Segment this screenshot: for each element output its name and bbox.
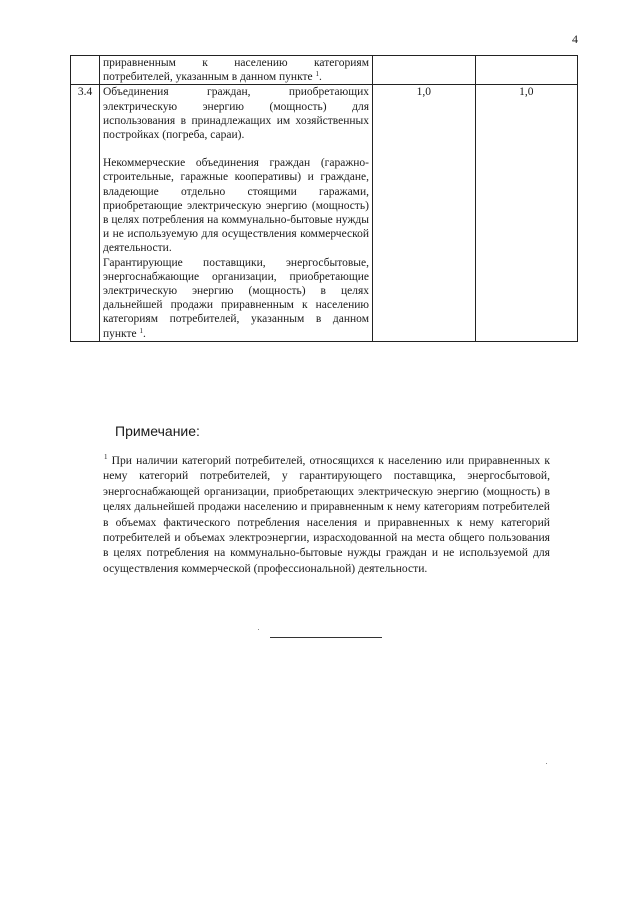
row-description-cell <box>100 56 373 85</box>
row-number-cell <box>71 56 100 85</box>
paragraph-gap <box>103 142 369 156</box>
row-description-cell <box>100 85 373 341</box>
scan-speck <box>546 763 547 764</box>
scan-speck <box>258 629 259 630</box>
footnote-ref: 1 <box>139 326 143 335</box>
footnote-ref: 1 <box>315 70 320 79</box>
row-description: приравненным к населению категориям потребителей, указанным в данном пункте $^1$. <box>103 57 369 84</box>
note-title: Примечание: <box>115 423 200 439</box>
footnote-mark: 1 <box>104 453 108 461</box>
table-row <box>71 56 578 85</box>
page-number: 4 <box>572 32 578 46</box>
description-paragraph: Гарантирующие поставщики, энергосбытовые, энергоснабжающие организации, приобретающие электрическую энергию (мощность) в целях дальнейшей продажи приравненным к населению категориям потребителей, указанным в данном пункте $^1$. <box>103 256 369 340</box>
value-cell: 1,0 <box>373 85 476 341</box>
description-paragraph: Объединения граждан, приобретающих электрическую энергию (мощность) для использования в принадлежащих им хозяйственных постройках (погреба, сараи). <box>103 86 369 142</box>
tariff-table <box>70 55 578 342</box>
description-paragraph: Некоммерческие объединения граждан (гаражно-строительные, гаражные кооперативы) и граждане, владеющие отдельно стоящими гаражами, приобретающие электрическую энергию (мощность) в целях потребления на коммунально-бытовые нужды и не используемую для осуществления коммерческой деятельности. <box>103 157 369 255</box>
value-cell <box>373 56 476 85</box>
value-cell: 1,0 <box>475 85 578 341</box>
table-row <box>71 85 578 341</box>
note-text: При наличии категорий потребителей, относящихся к населению или приравненных к нему категорий потребителей, у гарантирующего поставщика, энергосбытовой, энергоснабжающей организации, приобретающих электрическую энергию (мощность) в целях дальнейшей продажи населению и приравненным к нему категориям потребителей в объемах фактического потребления населения и приравненных к нему категорий потребителей и объемах электроэнергии, израсходованной на места общего пользования в целях потребления на коммунально-бытовые нужды граждан и не используемой для осуществления коммерческой (профессиональной) деятельности. <box>103 454 550 575</box>
signature-line <box>270 637 382 638</box>
value-cell <box>475 56 578 85</box>
note-body <box>103 453 550 576</box>
row-number-cell: 3.4 <box>71 85 100 341</box>
